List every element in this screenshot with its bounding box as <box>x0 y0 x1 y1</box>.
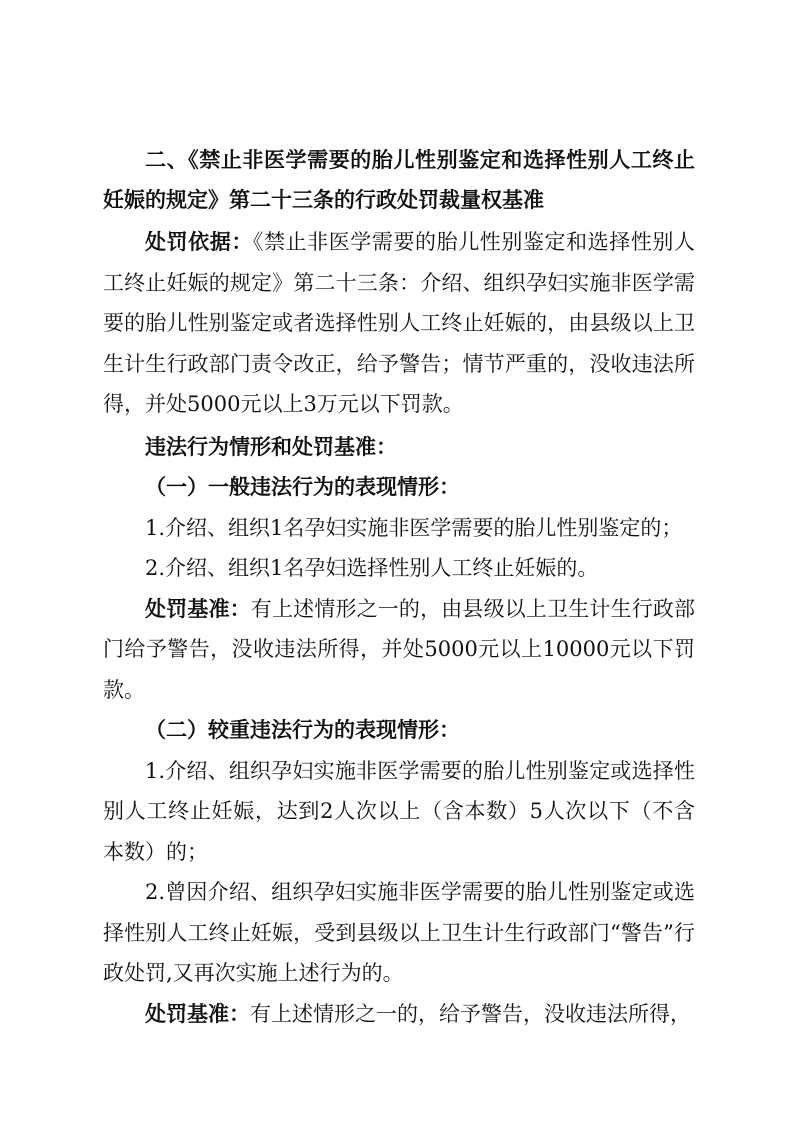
serious-standard-paragraph <box>103 994 695 1035</box>
serious-standard-text: 有上述情形之一的，给予警告，没收违法所得， <box>250 1001 691 1026</box>
document-body <box>103 140 695 1034</box>
penalty-basis-text: 《禁止非医学需要的胎儿性别鉴定和选择性别人工终止妊娠的规定》第二十三条：介绍、组织孕妇实施非医学需要的胎儿性别鉴定或者选择性别人工终止妊娠的，由县级以上卫生计生行政部门责令改正，给予警告；情节严重的，没收违法所得，并处5000元以上3万元以下罚款。 <box>103 230 696 416</box>
penalty-basis-label: 处罚依据： <box>145 230 253 254</box>
document-title: 二、《禁止非医学需要的胎儿性别鉴定和选择性别人工终止妊娠的规定》第二十三条的行政处罚裁量权基准 <box>103 148 695 212</box>
general-standard-label: 处罚基准： <box>145 596 251 621</box>
penalty-basis-paragraph <box>103 222 695 425</box>
general-heading: （一）一般违法行为的表现情形： <box>145 475 460 499</box>
serious-standard-label: 处罚基准： <box>145 1001 250 1026</box>
section-heading: 违法行为情形和处罚基准： <box>145 434 397 459</box>
serious-item-2: 2.曾因介绍、组织孕妇实施非医学需要的胎儿性别鉴定或选择性别人工终止妊娠，受到县级以上卫生计生行政部门“警告”行政处罚,又再次实施上述行为的。 <box>103 880 695 985</box>
serious-item-1: 1.介绍、组织孕妇实施非医学需要的胎儿性别鉴定或选择性别人工终止妊娠，达到2人次以上（含本数）5人次以下（不含本数）的； <box>103 758 695 864</box>
general-standard-text: 有上述情形之一的，由县级以上卫生计生行政部门给予警告，没收违法所得，并处5000元以上10000元以下罚款。 <box>103 596 696 702</box>
general-standard-paragraph <box>103 589 695 711</box>
general-item-2: 2.介绍、组织1名孕妇选择性别人工终止妊娠的。 <box>145 556 599 580</box>
serious-heading: （二）较重违法行为的表现情形： <box>145 718 460 742</box>
general-item-1: 1.介绍、组织1名孕妇实施非医学需要的胎儿性别鉴定的； <box>145 515 683 540</box>
